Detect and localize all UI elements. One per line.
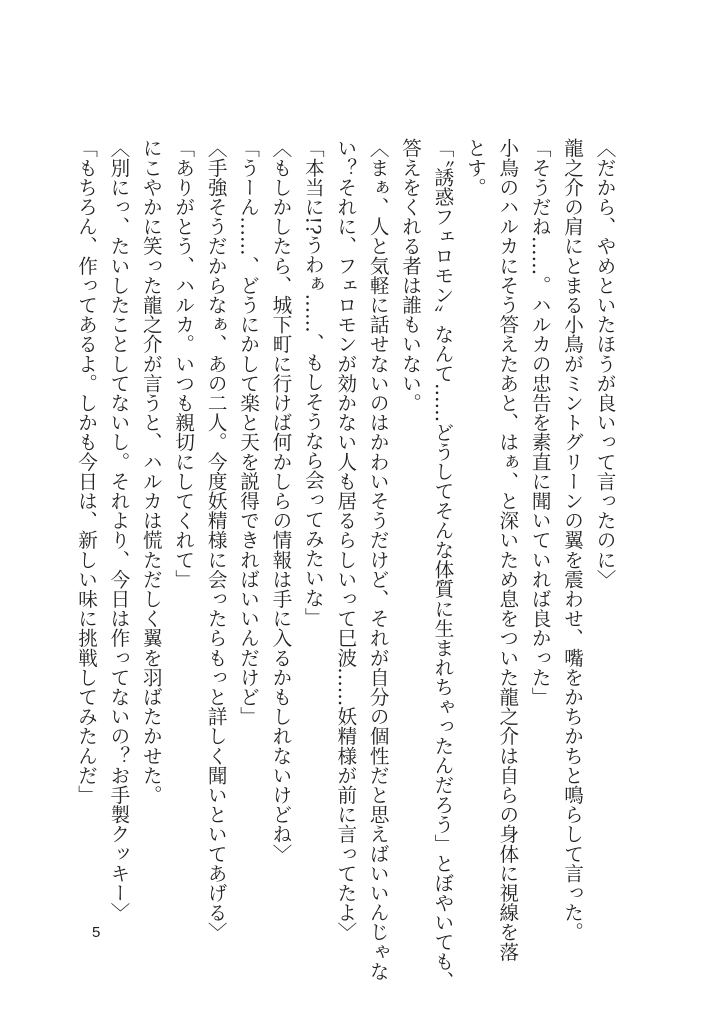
text-line: い？それに、フェロモンが効かない人も居るらしいって巳波……妖精様が前に言ってたよ〉: [333, 138, 357, 942]
vertical-text-block: [69, 138, 620, 991]
text-line: 龍之介の肩にとまる小鳥がミントグリーンの翼を震わせ、嘴をかちかちと鳴らして言った。: [560, 138, 584, 942]
page-number: 5: [92, 924, 101, 941]
text-line: 〈だから、やめといたほうが良いって言ったのに〉: [593, 138, 616, 589]
text-line: 小鳥のハルカにそう答えたあと、はぁ、と深いため息をついた龍之介は自らの身体に視線を落: [495, 138, 519, 962]
text-line: 〈まぁ、人と気軽に話せないのはかわいそうだけど、それが自分の個性だと思えばいいんじゃな: [366, 138, 390, 981]
text-line: とす。: [463, 138, 487, 197]
text-line: にこやかに笑った龍之介が言うと、ハルカは慌ただしく翼を羽ばたかせた。: [139, 138, 163, 805]
text-line: 答えをくれる者は誰もいない。: [398, 138, 422, 413]
text-line: 「ありがとう、ハルカ。いつも親切にしてくれて」: [171, 138, 195, 589]
text-line: 〈別にっ、たいしたことしてないし。それより、今日は作ってないの？お手製クッキー〉: [106, 138, 130, 922]
text-line: 「そうだね……。ハルカの忠告を素直に聞いていれば良かった」: [528, 138, 552, 707]
text-line: 「うーん……、どうにかして楽と天を説得できればいいんだけど」: [236, 138, 260, 726]
text-line: 「〝誘惑フェロモン〟なんて……どうしてそんな体質に生まれちゃったんだろう」とぼやいても、: [430, 138, 454, 991]
text-line: 〈もしかしたら、城下町に行けば何かしらの情報は手に入るかもしれないけどね〉: [268, 138, 292, 864]
text-line: 「本当に!?うわぁ……、もしそうなら会ってみたいな」: [301, 138, 325, 627]
text-line: 「もちろん、作ってあるよ。しかも今日は、新しい味に挑戦してみたんだ」: [74, 138, 98, 805]
text-line: 〈手強そうだからなぁ、あの二人。今度妖精様に会ったらもっと詳しく聞いといてあげる〉: [204, 138, 228, 942]
